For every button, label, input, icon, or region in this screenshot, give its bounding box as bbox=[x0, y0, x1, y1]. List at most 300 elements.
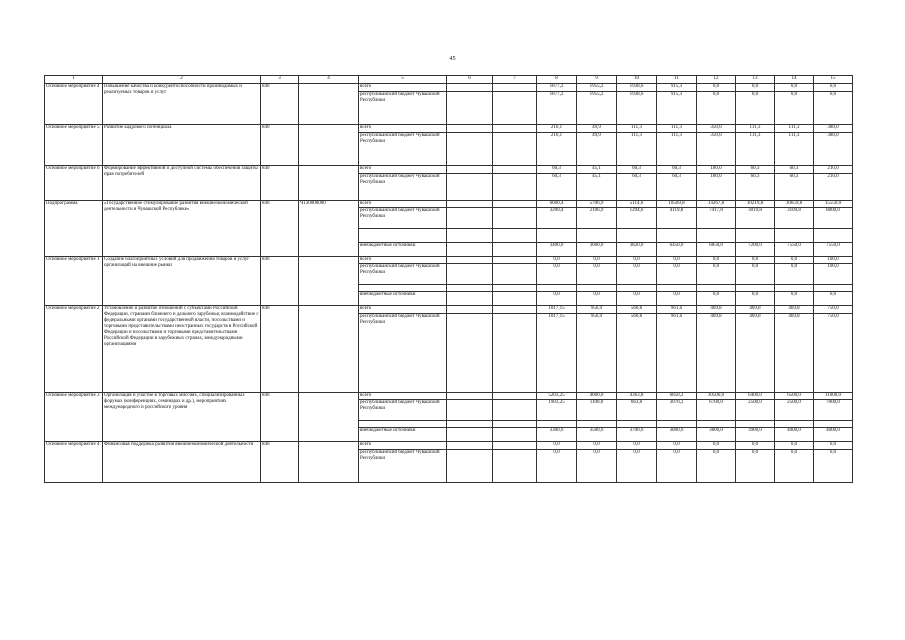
value-cell: 0,0 bbox=[775, 449, 814, 483]
empty-cell bbox=[447, 306, 493, 314]
value-cell: 961,6 bbox=[657, 306, 697, 314]
value-cell bbox=[814, 228, 853, 242]
value-cell: 10500,0 bbox=[697, 392, 736, 400]
page-number: 45 bbox=[449, 56, 456, 62]
source-cell: республиканский бюджет Чувашской Республики bbox=[359, 449, 447, 483]
value-cell: 60,3 bbox=[657, 166, 697, 174]
header-cell: 10 bbox=[617, 76, 657, 84]
value-cell: 0,0 bbox=[697, 292, 736, 306]
table-row bbox=[45, 256, 853, 264]
value-cell: 111,3 bbox=[657, 125, 697, 133]
value-cell bbox=[617, 228, 657, 242]
value-cell: 4119,8 bbox=[657, 208, 697, 229]
value-cell: 2106,9 bbox=[577, 208, 617, 229]
target-cell bbox=[299, 306, 359, 393]
value-cell: 7000,0 bbox=[814, 400, 853, 421]
value-cell: 216,1 bbox=[537, 132, 577, 166]
source-cell: внебюджетные источники bbox=[359, 242, 447, 256]
header-cell: 6 bbox=[447, 76, 493, 84]
type-cell: Основное мероприятие 5 bbox=[45, 125, 103, 166]
empty-cell bbox=[447, 84, 493, 92]
value-cell: 1017,15 bbox=[537, 306, 577, 314]
value-cell bbox=[697, 420, 736, 428]
value-cell: 0,0 bbox=[537, 292, 577, 306]
empty-cell bbox=[447, 313, 493, 392]
empty-cell bbox=[493, 208, 537, 229]
type-cell: Основное мероприятие 6 bbox=[45, 166, 103, 201]
budget-table bbox=[44, 75, 853, 483]
table-row bbox=[45, 392, 853, 400]
value-cell: 2500,0 bbox=[736, 400, 775, 421]
value-cell: 1955,2 bbox=[577, 91, 617, 125]
header-cell: 7 bbox=[493, 76, 537, 84]
code-cell: 840 bbox=[261, 442, 299, 483]
source-cell: внебюджетные источники bbox=[359, 428, 447, 442]
empty-cell bbox=[447, 200, 493, 208]
value-cell: 750,0 bbox=[814, 313, 853, 392]
name-cell: Повышение качества и конкурентоспособности производимых и реализуемых товаров и услуг bbox=[103, 84, 261, 125]
value-cell: 7200,0 bbox=[736, 242, 775, 256]
value-cell bbox=[617, 284, 657, 292]
value-cell bbox=[657, 228, 697, 242]
value-cell: 0,0 bbox=[657, 442, 697, 450]
value-cell: 0,0 bbox=[736, 91, 775, 125]
empty-cell bbox=[447, 292, 493, 306]
value-cell: 0,0 bbox=[577, 442, 617, 450]
value-cell: 3600,0 bbox=[577, 242, 617, 256]
value-cell: 45,1 bbox=[577, 173, 617, 200]
value-cell: 3200,4 bbox=[537, 208, 577, 229]
empty-cell bbox=[447, 264, 493, 285]
empty-cell bbox=[493, 392, 537, 400]
header-cell: 11 bbox=[657, 76, 697, 84]
value-cell: 15550,0 bbox=[814, 200, 853, 208]
source-cell: республиканский бюджет Чувашской Республики bbox=[359, 132, 447, 166]
value-cell: 380,0 bbox=[814, 132, 853, 166]
value-cell: 0,0 bbox=[537, 442, 577, 450]
name-cell: Установление и развитие отношений с субъектами Российской Федерации, странами ближнего и дальнего зарубежья, взаимодействие с федеральными органами государственной власти, посольствами и торговыми представительствами иностранных государств в Российской Федерации и посольствами и торговыми представительствами Российской Федерации в зарубежных странах, международными организациями bbox=[103, 306, 261, 393]
value-cell: 0,0 bbox=[736, 256, 775, 264]
name-cell: Создание благоприятных условий для продвижения товаров и услуг организаций на внешние рынки bbox=[103, 256, 261, 306]
value-cell: 7550,0 bbox=[775, 242, 814, 256]
target-cell bbox=[299, 256, 359, 306]
value-cell: 3800,0 bbox=[697, 428, 736, 442]
value-cell: 45,1 bbox=[577, 166, 617, 174]
value-cell: 0,0 bbox=[657, 449, 697, 483]
value-cell: 3800,0 bbox=[657, 428, 697, 442]
value-cell bbox=[814, 284, 853, 292]
source-cell: всего bbox=[359, 166, 447, 174]
value-cell: 210,0 bbox=[814, 173, 853, 200]
empty-cell bbox=[493, 228, 537, 242]
value-cell: 4600,0 bbox=[577, 392, 617, 400]
value-cell: 6600,4 bbox=[537, 200, 577, 208]
value-cell: 663,8 bbox=[617, 400, 657, 421]
empty-cell bbox=[447, 91, 493, 125]
value-cell: 0,0 bbox=[537, 449, 577, 483]
name-cell: «Государственное стимулирование развития внешнеэкономической деятельности в Чувашской Республике» bbox=[103, 200, 261, 256]
value-cell: 1877,2 bbox=[537, 91, 577, 125]
value-cell: 0,0 bbox=[577, 292, 617, 306]
value-cell: 60,3 bbox=[657, 173, 697, 200]
value-cell bbox=[577, 420, 617, 428]
empty-cell bbox=[447, 256, 493, 264]
empty-cell bbox=[447, 420, 493, 428]
value-cell: 60,3 bbox=[537, 166, 577, 174]
header-cell: 4 bbox=[299, 76, 359, 84]
value-cell: 1955,2 bbox=[577, 84, 617, 92]
value-cell: 0,0 bbox=[537, 256, 577, 264]
empty-cell bbox=[493, 125, 537, 133]
value-cell: 350,0 bbox=[697, 125, 736, 133]
empty-cell bbox=[447, 428, 493, 442]
header-cell: 5 bbox=[359, 76, 447, 84]
value-cell: 0,0 bbox=[736, 292, 775, 306]
value-cell: 60,3 bbox=[736, 173, 775, 200]
value-cell: 0,0 bbox=[775, 84, 814, 92]
value-cell: 3500,0 bbox=[577, 428, 617, 442]
value-cell: 0,0 bbox=[775, 91, 814, 125]
value-cell bbox=[736, 284, 775, 292]
empty-cell bbox=[447, 284, 493, 292]
value-cell bbox=[577, 228, 617, 242]
value-cell bbox=[537, 228, 577, 242]
value-cell: 0,0 bbox=[814, 449, 853, 483]
value-cell bbox=[697, 228, 736, 242]
table-body bbox=[45, 76, 853, 483]
value-cell: 3820,0 bbox=[617, 242, 657, 256]
value-cell: 180,0 bbox=[697, 173, 736, 200]
header-cell: 8 bbox=[537, 76, 577, 84]
source-cell: республиканский бюджет Чувашской Республики bbox=[359, 313, 447, 392]
value-cell: 915,3 bbox=[657, 91, 697, 125]
value-cell: 111,3 bbox=[657, 132, 697, 166]
empty-cell bbox=[493, 420, 537, 428]
source-cell: всего bbox=[359, 200, 447, 208]
source-cell: республиканский бюджет Чувашской Республики bbox=[359, 91, 447, 125]
code-cell: 840 bbox=[261, 306, 299, 393]
source-cell bbox=[359, 420, 447, 428]
empty-cell bbox=[493, 284, 537, 292]
value-cell bbox=[775, 228, 814, 242]
value-cell: 0,0 bbox=[697, 442, 736, 450]
code-cell: 840 bbox=[261, 200, 299, 256]
type-cell: Основное мероприятие 2 bbox=[45, 306, 103, 393]
value-cell bbox=[697, 284, 736, 292]
value-cell: 216,1 bbox=[537, 125, 577, 133]
value-cell: 111,3 bbox=[736, 125, 775, 133]
value-cell: 111,3 bbox=[736, 132, 775, 166]
value-cell: 3900,0 bbox=[736, 428, 775, 442]
value-cell: 8000,0 bbox=[814, 208, 853, 229]
header-row bbox=[45, 76, 853, 84]
source-cell: республиканский бюджет Чувашской Республики bbox=[359, 400, 447, 421]
value-cell: 111,3 bbox=[775, 132, 814, 166]
value-cell: 0,0 bbox=[697, 449, 736, 483]
value-cell: 469,8 bbox=[697, 313, 736, 392]
empty-cell bbox=[493, 173, 537, 200]
value-cell bbox=[736, 228, 775, 242]
value-cell: 5203,25 bbox=[537, 392, 577, 400]
value-cell: 0,0 bbox=[736, 264, 775, 285]
type-cell: Основное мероприятие 4 bbox=[45, 84, 103, 125]
value-cell bbox=[577, 284, 617, 292]
target-cell bbox=[299, 392, 359, 442]
source-cell: республиканский бюджет Чувашской Республики bbox=[359, 208, 447, 229]
empty-cell bbox=[493, 292, 537, 306]
value-cell: 0,0 bbox=[814, 91, 853, 125]
value-cell: 0,0 bbox=[814, 442, 853, 450]
empty-cell bbox=[493, 91, 537, 125]
source-cell: всего bbox=[359, 392, 447, 400]
name-cell: Развитие кадрового потенциала bbox=[103, 125, 261, 166]
value-cell: 0,0 bbox=[657, 292, 697, 306]
value-cell bbox=[537, 284, 577, 292]
value-cell: 1938,6 bbox=[617, 91, 657, 125]
source-cell: всего bbox=[359, 256, 447, 264]
empty-cell bbox=[447, 173, 493, 200]
value-cell: 0,0 bbox=[617, 449, 657, 483]
value-cell: 11000,0 bbox=[814, 392, 853, 400]
value-cell: 1903,25 bbox=[537, 400, 577, 421]
value-cell: 210,0 bbox=[814, 166, 853, 174]
value-cell: 49,9 bbox=[577, 125, 617, 133]
source-cell bbox=[359, 228, 447, 242]
empty-cell bbox=[493, 400, 537, 421]
empty-cell bbox=[447, 449, 493, 483]
value-cell: 60,3 bbox=[775, 166, 814, 174]
value-cell: 0,0 bbox=[657, 256, 697, 264]
header-cell: 14 bbox=[775, 76, 814, 84]
source-cell: всего bbox=[359, 125, 447, 133]
type-cell: Подпрограмма bbox=[45, 200, 103, 256]
value-cell: 10569,8 bbox=[657, 200, 697, 208]
value-cell: 560,8 bbox=[617, 306, 657, 314]
table-row bbox=[45, 125, 853, 133]
value-cell: 100,0 bbox=[814, 264, 853, 285]
value-cell: 0,0 bbox=[775, 256, 814, 264]
empty-cell bbox=[493, 256, 537, 264]
value-cell: 469,8 bbox=[736, 313, 775, 392]
value-cell: 3300,0 bbox=[537, 428, 577, 442]
empty-cell bbox=[493, 166, 537, 174]
value-cell: 0,0 bbox=[657, 264, 697, 285]
type-cell: Основное мероприятие 4 bbox=[45, 442, 103, 483]
empty-cell bbox=[447, 392, 493, 400]
value-cell: 6450,0 bbox=[657, 242, 697, 256]
code-cell: 840 bbox=[261, 125, 299, 166]
value-cell: 956,9 bbox=[577, 306, 617, 314]
value-cell: 60,3 bbox=[617, 173, 657, 200]
value-cell: 60,3 bbox=[617, 166, 657, 174]
value-cell: 0,0 bbox=[577, 264, 617, 285]
value-cell bbox=[814, 420, 853, 428]
value-cell: 0,0 bbox=[775, 292, 814, 306]
value-cell: 0,0 bbox=[775, 264, 814, 285]
empty-cell bbox=[493, 449, 537, 483]
empty-cell bbox=[493, 306, 537, 314]
value-cell: 1877,2 bbox=[537, 84, 577, 92]
type-cell: Основное мероприятие 3 bbox=[45, 392, 103, 442]
value-cell: 560,8 bbox=[617, 313, 657, 392]
empty-cell bbox=[493, 200, 537, 208]
table-row bbox=[45, 166, 853, 174]
value-cell: 3019,8 bbox=[736, 208, 775, 229]
value-cell: 111,3 bbox=[617, 132, 657, 166]
value-cell: 0,0 bbox=[617, 256, 657, 264]
value-cell: 7417,8 bbox=[697, 208, 736, 229]
value-cell: 1100,0 bbox=[577, 400, 617, 421]
table-row bbox=[45, 200, 853, 208]
empty-cell bbox=[447, 228, 493, 242]
value-cell: 0,0 bbox=[617, 292, 657, 306]
value-cell: 0,0 bbox=[617, 264, 657, 285]
value-cell: 60,3 bbox=[537, 173, 577, 200]
value-cell: 0,0 bbox=[577, 256, 617, 264]
empty-cell bbox=[447, 125, 493, 133]
value-cell: 0,0 bbox=[577, 449, 617, 483]
header-cell: 9 bbox=[577, 76, 617, 84]
name-cell: Формирование эффективной и доступной системы обеспечения защиты прав потребителей bbox=[103, 166, 261, 201]
value-cell: 111,3 bbox=[775, 125, 814, 133]
value-cell: 6850,0 bbox=[697, 242, 736, 256]
value-cell bbox=[775, 284, 814, 292]
value-cell: 14267,8 bbox=[697, 200, 736, 208]
value-cell: 0,0 bbox=[814, 292, 853, 306]
table-row bbox=[45, 442, 853, 450]
value-cell: 380,0 bbox=[814, 125, 853, 133]
value-cell: 60,3 bbox=[736, 166, 775, 174]
empty-cell bbox=[447, 242, 493, 256]
value-cell bbox=[657, 420, 697, 428]
value-cell: 0,0 bbox=[697, 91, 736, 125]
value-cell: 0,0 bbox=[617, 442, 657, 450]
value-cell: 4000,0 bbox=[814, 428, 853, 442]
value-cell: 6400,0 bbox=[736, 392, 775, 400]
empty-cell bbox=[493, 84, 537, 92]
code-cell: 840 bbox=[261, 256, 299, 306]
value-cell: 10219,8 bbox=[736, 200, 775, 208]
header-cell: 2 bbox=[103, 76, 261, 84]
value-cell bbox=[537, 420, 577, 428]
source-cell: всего bbox=[359, 84, 447, 92]
header-cell: 1 bbox=[45, 76, 103, 84]
source-cell: всего bbox=[359, 442, 447, 450]
header-cell: 13 bbox=[736, 76, 775, 84]
value-cell: 5114,6 bbox=[617, 200, 657, 208]
value-cell: 6500,0 bbox=[775, 392, 814, 400]
value-cell: 0,0 bbox=[736, 449, 775, 483]
value-cell bbox=[657, 284, 697, 292]
value-cell: 6700,0 bbox=[697, 400, 736, 421]
empty-cell bbox=[447, 208, 493, 229]
code-cell: 840 bbox=[261, 392, 299, 442]
code-cell: 840 bbox=[261, 84, 299, 125]
value-cell: 6850,2 bbox=[657, 392, 697, 400]
value-cell: 1017,15 bbox=[537, 313, 577, 392]
source-cell: республиканский бюджет Чувашской Республики bbox=[359, 173, 447, 200]
value-cell: 3109,8 bbox=[775, 208, 814, 229]
value-cell: 111,3 bbox=[617, 125, 657, 133]
value-cell: 49,9 bbox=[577, 132, 617, 166]
value-cell: 0,0 bbox=[736, 442, 775, 450]
value-cell: 2500,0 bbox=[775, 400, 814, 421]
value-cell: 0,0 bbox=[537, 264, 577, 285]
value-cell: 5706,9 bbox=[577, 200, 617, 208]
header-cell: 3 bbox=[261, 76, 299, 84]
value-cell: 1294,6 bbox=[617, 208, 657, 229]
value-cell: 10659,8 bbox=[775, 200, 814, 208]
empty-cell bbox=[493, 242, 537, 256]
target-cell bbox=[299, 166, 359, 201]
source-cell: всего bbox=[359, 306, 447, 314]
code-cell: 840 bbox=[261, 166, 299, 201]
value-cell: 469,8 bbox=[736, 306, 775, 314]
value-cell bbox=[736, 420, 775, 428]
value-cell: 961,6 bbox=[657, 313, 697, 392]
target-cell bbox=[299, 84, 359, 125]
value-cell: 350,0 bbox=[697, 132, 736, 166]
value-cell: 0,0 bbox=[814, 84, 853, 92]
target-cell bbox=[299, 125, 359, 166]
value-cell: 4363,8 bbox=[617, 392, 657, 400]
source-cell bbox=[359, 284, 447, 292]
type-cell: Основное мероприятие 1 bbox=[45, 256, 103, 306]
value-cell: 0,0 bbox=[736, 84, 775, 92]
value-cell: 3400,0 bbox=[537, 242, 577, 256]
value-cell: 915,3 bbox=[657, 84, 697, 92]
value-cell: 7550,0 bbox=[814, 242, 853, 256]
empty-cell bbox=[447, 166, 493, 174]
empty-cell bbox=[493, 428, 537, 442]
value-cell: 60,3 bbox=[775, 173, 814, 200]
value-cell: 469,8 bbox=[697, 306, 736, 314]
table-row bbox=[45, 306, 853, 314]
table-row bbox=[45, 84, 853, 92]
empty-cell bbox=[493, 313, 537, 392]
value-cell: 0,0 bbox=[697, 264, 736, 285]
value-cell: 1938,6 bbox=[617, 84, 657, 92]
source-cell: республиканский бюджет Чувашской Республики bbox=[359, 264, 447, 285]
value-cell: 3700,0 bbox=[617, 428, 657, 442]
value-cell: 180,0 bbox=[697, 166, 736, 174]
target-cell: Ч130000000 bbox=[299, 200, 359, 256]
value-cell: 100,0 bbox=[814, 256, 853, 264]
value-cell: 3070,2 bbox=[657, 400, 697, 421]
empty-cell bbox=[493, 132, 537, 166]
value-cell: 956,9 bbox=[577, 313, 617, 392]
value-cell: 4000,0 bbox=[775, 428, 814, 442]
value-cell: 0,0 bbox=[775, 442, 814, 450]
header-cell: 12 bbox=[697, 76, 736, 84]
value-cell: 0,0 bbox=[697, 256, 736, 264]
header-cell: 15 bbox=[814, 76, 853, 84]
empty-cell bbox=[493, 442, 537, 450]
empty-cell bbox=[493, 264, 537, 285]
value-cell bbox=[775, 420, 814, 428]
value-cell: 0,0 bbox=[697, 84, 736, 92]
target-cell bbox=[299, 442, 359, 483]
name-cell: Финансовая поддержка развития внешнеэкономической деятельности bbox=[103, 442, 261, 483]
value-cell: 469,8 bbox=[775, 313, 814, 392]
empty-cell bbox=[447, 442, 493, 450]
value-cell: 469,8 bbox=[775, 306, 814, 314]
value-cell: 750,0 bbox=[814, 306, 853, 314]
source-cell: внебюджетные источники bbox=[359, 292, 447, 306]
empty-cell bbox=[447, 400, 493, 421]
empty-cell bbox=[447, 132, 493, 166]
value-cell bbox=[617, 420, 657, 428]
